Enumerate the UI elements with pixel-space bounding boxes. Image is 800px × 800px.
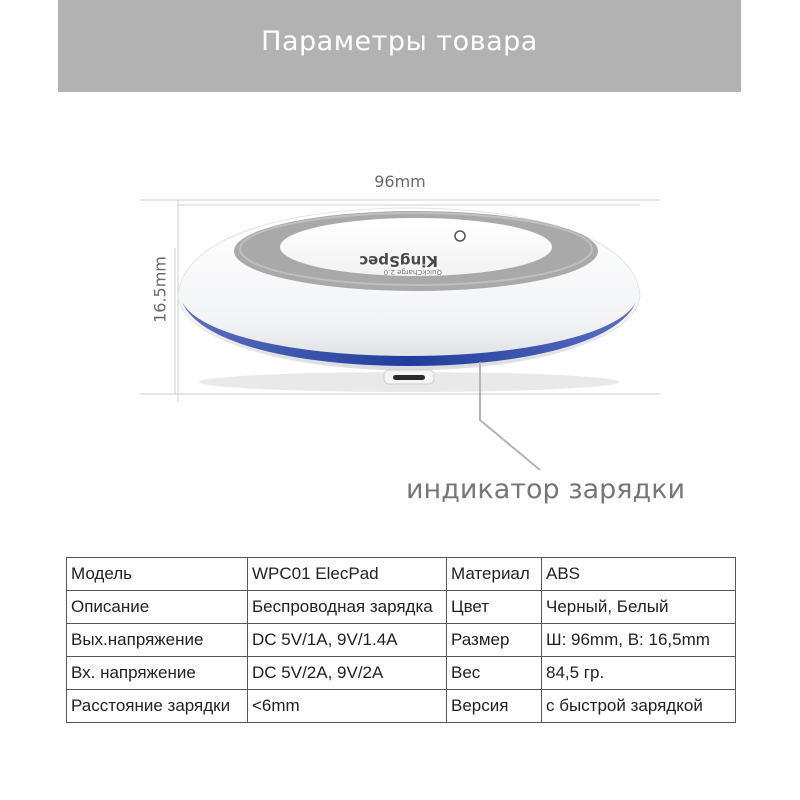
table-row bbox=[67, 690, 736, 723]
spec-label: Вес bbox=[447, 657, 542, 690]
height-label: 16.5mm bbox=[150, 256, 170, 323]
spec-value: с быстрой зарядкой bbox=[542, 690, 736, 723]
table-row bbox=[67, 657, 736, 690]
spec-label: Версия bbox=[447, 690, 542, 723]
spec-label: Цвет bbox=[447, 591, 542, 624]
spec-label: Вых.напряжение bbox=[67, 624, 248, 657]
device-sublogo: QuickCharge 2.0 bbox=[383, 268, 442, 276]
spec-value: ABS bbox=[542, 558, 736, 591]
specs-table bbox=[66, 557, 736, 723]
spec-label: Материал bbox=[447, 558, 542, 591]
spec-value: <6mm bbox=[248, 690, 447, 723]
spec-label: Вх. напряжение bbox=[67, 657, 248, 690]
page-title: Параметры товара bbox=[261, 26, 538, 57]
spec-value: 84,5 гр. bbox=[542, 657, 736, 690]
table-row bbox=[67, 624, 736, 657]
width-label: 96mm bbox=[374, 172, 426, 191]
table-row bbox=[67, 558, 736, 591]
indicator-label: индикатор зарядки bbox=[406, 474, 686, 505]
spec-value: Черный, Белый bbox=[542, 591, 736, 624]
spec-label: Расстояние зарядки bbox=[67, 690, 248, 723]
spec-label: Размер bbox=[447, 624, 542, 657]
device-logo: KingSpec bbox=[359, 252, 438, 270]
spec-value: WPC01 ElecPad bbox=[248, 558, 447, 591]
spec-value: DC 5V/2A, 9V/2A bbox=[248, 657, 447, 690]
spec-value: Ш: 96mm, В: 16,5mm bbox=[542, 624, 736, 657]
spec-value: DC 5V/1A, 9V/1.4A bbox=[248, 624, 447, 657]
table-row bbox=[67, 591, 736, 624]
charging-pad bbox=[178, 208, 640, 384]
spec-label: Описание bbox=[67, 591, 248, 624]
spec-label: Модель bbox=[67, 558, 248, 591]
spec-value: Беспроводная зарядка bbox=[248, 591, 447, 624]
